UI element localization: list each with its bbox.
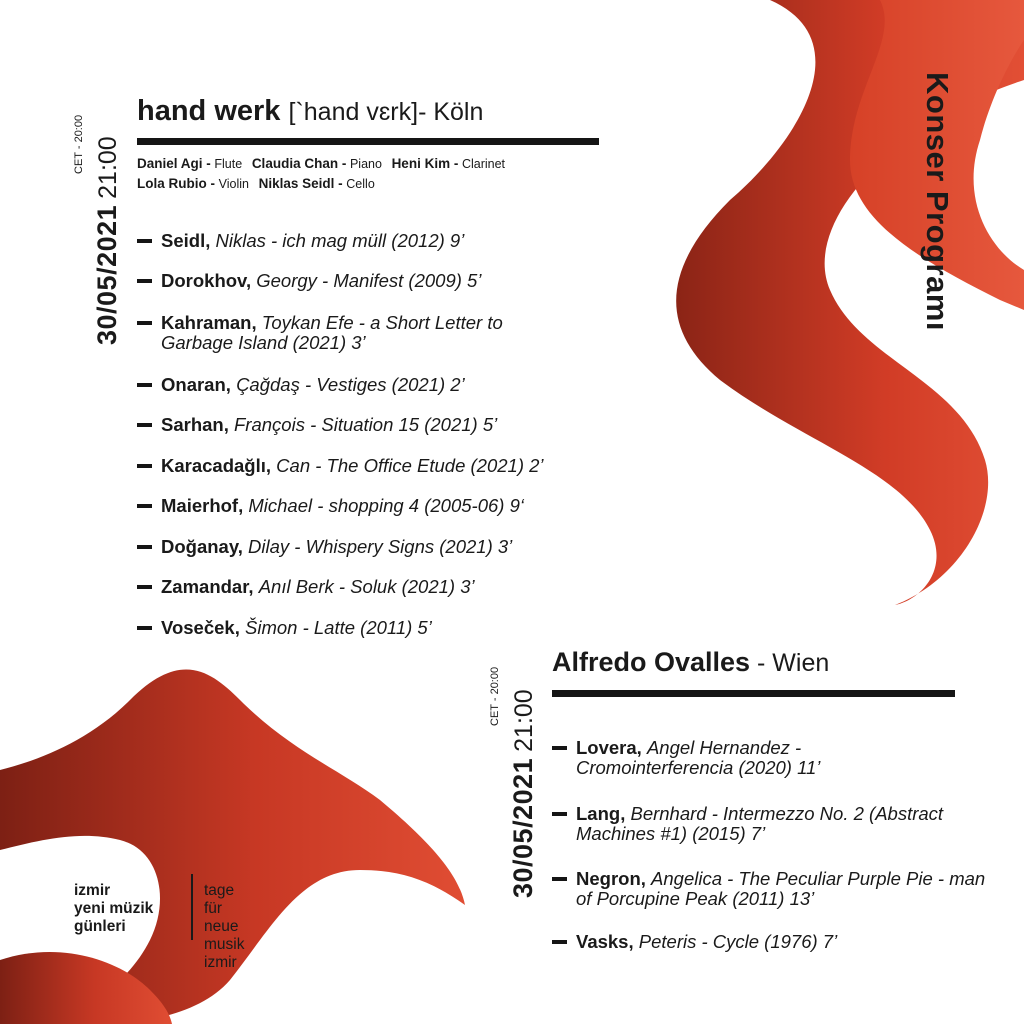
work: Angel Hernandez - Cromointerferencia (2020) 11’	[576, 737, 821, 778]
logo-de-line1: tage für	[204, 882, 235, 917]
player-name: Claudia Chan -	[251, 156, 347, 171]
player-instrument: Piano	[349, 157, 382, 171]
concert1-rule	[137, 138, 599, 145]
program-item	[137, 231, 601, 251]
work: Anıl Berk - Soluk (2021) 3’	[258, 576, 475, 597]
program-item	[552, 932, 986, 952]
composer: Seidl,	[161, 230, 211, 251]
ensemble-subtitle: [`hand vɛrk]- Köln	[288, 98, 484, 126]
work: Çağdaş - Vestiges (2021) 2’	[236, 374, 465, 395]
logo-tr-line3: günleri	[74, 918, 126, 935]
program-item	[137, 375, 601, 395]
concert2-date: 30/05/2021	[508, 757, 538, 898]
program-item	[137, 577, 631, 597]
work: Can - The Office Etude (2021) 2’	[276, 455, 544, 476]
work: Peteris - Cycle (1976) 7’	[638, 931, 838, 952]
work: Niklas - ich mag müll (2012) 9’	[215, 230, 465, 251]
program-item	[552, 804, 946, 844]
concert1-players	[137, 154, 617, 194]
player-name: Niklas Seidl -	[258, 176, 343, 191]
work: Toykan Efe - a Short Letter to Garbage Island (2021) 3’	[161, 312, 503, 353]
player-name: Daniel Agi -	[137, 156, 211, 171]
concert1-header	[137, 95, 483, 128]
work: François - Situation 15 (2021) 5’	[234, 414, 498, 435]
composer: Vasks,	[576, 931, 634, 952]
performer-name: Alfredo Ovalles	[552, 647, 751, 677]
work: Dilay - Whispery Signs (2021) 3’	[248, 536, 513, 557]
player-name: Lola Rubio -	[137, 176, 215, 191]
program-item	[137, 496, 631, 516]
composer: Lang,	[576, 803, 626, 824]
program-item	[137, 313, 561, 353]
composer: Sarhan,	[161, 414, 229, 435]
logo-divider	[191, 874, 193, 940]
concert2-rule	[552, 690, 955, 697]
work: Šimon - Latte (2011) 5’	[245, 617, 432, 638]
concert2-datetime	[508, 689, 539, 898]
composer: Lovera,	[576, 737, 642, 758]
festival-logo	[74, 882, 245, 971]
side-title: Konser Programı	[920, 72, 955, 332]
concert1-date: 30/05/2021	[92, 204, 122, 345]
program-item	[552, 738, 896, 778]
composer: Negron,	[576, 868, 646, 889]
logo-de-line3: izmir	[204, 954, 237, 971]
work: Angelica - The Peculiar Purple Pie - man of Porcupine Peak (2011) 13’	[576, 868, 986, 909]
concert2-cet: CET - 20:00	[489, 666, 501, 726]
composer: Kahraman,	[161, 312, 257, 333]
logo-de-line2: neue musik	[204, 918, 245, 953]
logo-de	[204, 882, 244, 972]
player-instrument: Cello	[346, 177, 375, 191]
program-item	[137, 456, 631, 476]
player-instrument: Violin	[218, 177, 249, 191]
program-item	[137, 415, 601, 435]
composer: Doğanay,	[161, 536, 243, 557]
player-instrument: Flute	[214, 157, 243, 171]
concert1-time: 21:00	[94, 136, 122, 199]
composer: Dorokhov,	[161, 270, 252, 291]
work: Michael - shopping 4 (2005-06) 9‘	[248, 495, 524, 516]
concert2-time: 21:00	[510, 689, 538, 752]
concert1-cet: CET - 20:00	[73, 114, 85, 174]
composer: Karacadağlı,	[161, 455, 272, 476]
composer: Voseček,	[161, 617, 240, 638]
concert2-header	[552, 647, 829, 678]
program-item	[137, 618, 631, 638]
composer: Maierhof,	[161, 495, 244, 516]
logo-tr-line1: izmir	[74, 882, 111, 899]
composer: Onaran,	[161, 374, 231, 395]
ensemble-name: hand werk	[137, 95, 281, 127]
composer: Zamandar,	[161, 576, 254, 597]
program-item	[552, 869, 986, 909]
player-instrument: Clarinet	[461, 157, 506, 171]
players-row-2	[137, 174, 617, 194]
program-item	[137, 537, 631, 557]
work: Georgy - Manifest (2009) 5’	[256, 270, 482, 291]
players-row-1	[137, 154, 617, 174]
concert1-datetime	[92, 136, 123, 345]
logo-tr-line2: yeni müzik	[74, 900, 154, 917]
program-item	[137, 271, 601, 291]
work: Bernhard - Intermezzo No. 2 (Abstract Machines #1) (2015) 7’	[576, 803, 944, 844]
performer-subtitle: - Wien	[750, 649, 830, 677]
player-name: Heni Kim -	[391, 156, 459, 171]
